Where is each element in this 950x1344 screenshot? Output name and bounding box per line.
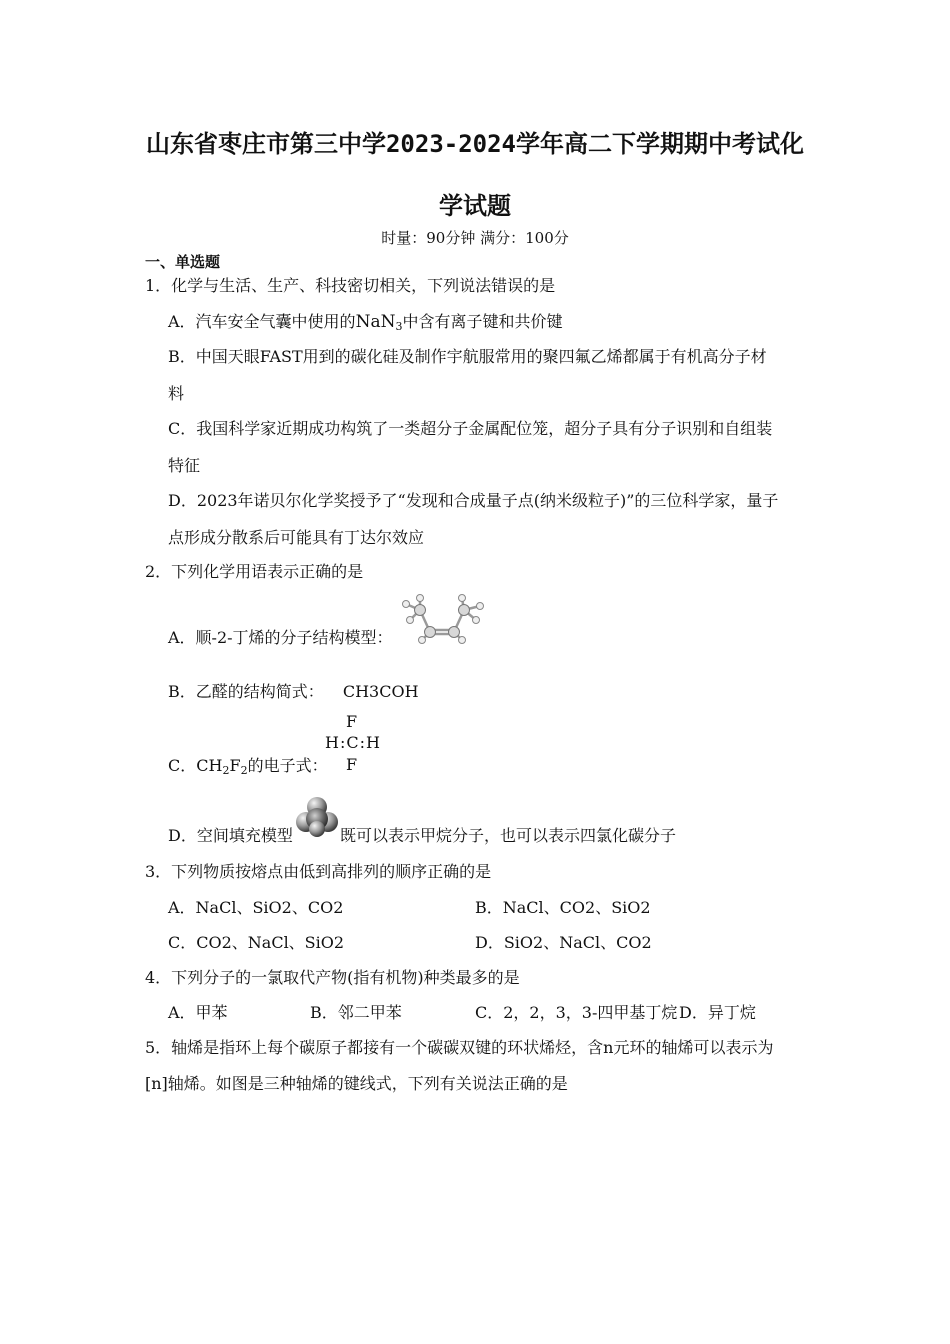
q2-option-d-prefix: D．空间填充模型 bbox=[168, 826, 293, 845]
q1-option-b-line-1: B．中国天眼FAST用到的碳化硅及制作宇航服常用的聚四氟乙烯都属于有机高分子材 bbox=[168, 347, 767, 366]
q2-stem: 2．下列化学用语表示正确的是 bbox=[145, 562, 364, 581]
q2-c-sub-1: 2 bbox=[222, 764, 230, 777]
document-title-line-1: 山东省枣庄市第三中学2023-2024学年高二下学期期中考试化 bbox=[145, 130, 805, 158]
q2-c-sub-2: 2 bbox=[240, 764, 248, 777]
q3-option-c: C．CO2、NaCl、SiO2 bbox=[168, 933, 345, 952]
q1-a-suffix: 中含有离子键和共价键 bbox=[402, 312, 563, 331]
section-heading: 一、单选题 bbox=[145, 253, 221, 271]
q1-option-a bbox=[168, 312, 562, 337]
q3-option-a: A．NaCl、SiO2、CO2 bbox=[168, 898, 344, 917]
lewis-top-atom: F bbox=[346, 712, 358, 731]
q2-c-prefix: C．CH bbox=[168, 756, 223, 775]
q2-c-mid: F bbox=[229, 756, 241, 775]
q2-option-a: A．顺-2-丁烯的分子结构模型： bbox=[168, 628, 393, 647]
exam-meta: 时量：90分钟 满分：100分 bbox=[381, 229, 569, 247]
q4-stem: 4．下列分子的一氯取代产物(指有机物)种类最多的是 bbox=[145, 968, 520, 987]
q4-option-b: B．邻二甲苯 bbox=[310, 1003, 402, 1022]
document-title-line-2: 学试题 bbox=[439, 192, 511, 220]
q2-b-label: B．乙醛的结构简式： bbox=[168, 682, 324, 701]
space-filling-model-icon bbox=[296, 796, 338, 838]
q1-option-c-line-2: 特征 bbox=[168, 456, 201, 475]
q2-c-suffix: 的电子式： bbox=[247, 756, 328, 775]
q1-a-formula: NaN bbox=[355, 312, 396, 332]
q2-option-d-suffix: 既可以表示甲烷分子，也可以表示四氯化碳分子 bbox=[340, 826, 677, 845]
q1-stem: 1．化学与生活、生产、科技密切相关，下列说法错误的是 bbox=[145, 276, 556, 295]
q1-option-d-line-2: 点形成分散系后可能具有丁达尔效应 bbox=[168, 528, 425, 547]
q2-b-formula: CH3COH bbox=[342, 682, 419, 701]
q3-option-d: D．SiO2、NaCl、CO2 bbox=[475, 933, 652, 952]
q5-stem-line-2: [n]轴烯。如图是三种轴烯的键线式，下列有关说法正确的是 bbox=[145, 1074, 568, 1093]
q4-option-a: A．甲苯 bbox=[168, 1003, 228, 1022]
lewis-middle-row: H:C:H bbox=[325, 733, 381, 752]
q4-option-d: D．异丁烷 bbox=[679, 1003, 756, 1022]
q3-stem: 3．下列物质按熔点由低到高排列的顺序正确的是 bbox=[145, 862, 492, 881]
q2-option-c bbox=[168, 756, 328, 781]
cis-2-butene-ball-stick-model bbox=[396, 594, 494, 646]
q1-a-prefix: A．汽车安全气囊中使用的 bbox=[168, 312, 356, 331]
q4-option-c: C．2，2，3，3-四甲基丁烷 bbox=[475, 1003, 678, 1022]
q1-option-b-line-2: 料 bbox=[168, 384, 185, 403]
q1-a-subscript: 3 bbox=[395, 320, 403, 333]
q3-option-b: B．NaCl、CO2、SiO2 bbox=[475, 898, 651, 917]
q2-option-b bbox=[168, 682, 419, 702]
q5-stem-line-1: 5．轴烯是指环上每个碳原子都接有一个碳碳双键的环状烯烃，含n元环的轴烯可以表示为 bbox=[145, 1038, 774, 1057]
q1-option-d-line-1: D．2023年诺贝尔化学奖授予了“发现和合成量子点(纳米级粒子)”的三位科学家，量子 bbox=[168, 491, 779, 510]
q1-option-c-line-1: C．我国科学家近期成功构筑了一类超分子金属配位笼，超分子具有分子识别和自组装 bbox=[168, 419, 773, 438]
lewis-bottom-atom: F bbox=[346, 755, 358, 774]
